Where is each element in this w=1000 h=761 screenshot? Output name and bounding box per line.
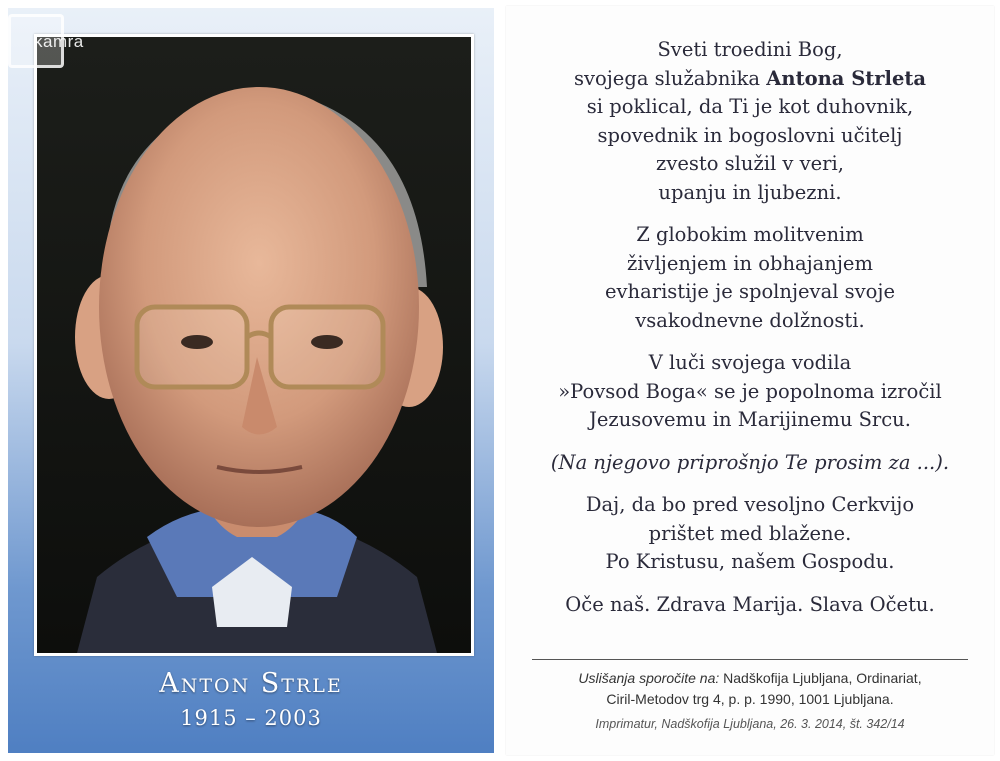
footer-line [506, 668, 994, 689]
footer-info [506, 668, 994, 735]
prayer-line: evharistije je spolnjeval svoje [605, 280, 895, 303]
footer-address-2: Ciril-Metodov trg 4, p. p. 1990, 1001 Ljubljana. [606, 691, 894, 707]
prayer-line: V luči svojega vodila [648, 351, 852, 374]
prayer-line: vsakodnevne dolžnosti. [635, 308, 865, 332]
prayer-line-text: svojega služabnika [573, 66, 767, 90]
life-years: 1915 – 2003 [180, 706, 322, 730]
prayer-name-bold: Antona Strleta [766, 66, 927, 90]
prayer-line [506, 65, 994, 94]
imprimatur: Imprimatur, Nadškofija Ljubljana, 26. 3. 2014, št. 342/14 [595, 717, 905, 731]
watermark-logo [4, 10, 124, 70]
prayer-line: upanju in ljubezni. [658, 180, 842, 204]
prayer-text [506, 36, 994, 633]
prayer-line: si poklical, da Ti je kot duhovnik, [586, 95, 914, 118]
prayer-line: prištet med blažene. [648, 521, 852, 545]
prayer-line: zvesto služil v veri, [656, 152, 844, 175]
prayer-line: Sveti troedini Bog, [657, 38, 843, 61]
prayer-line: Po Kristusu, našem Gospodu. [605, 550, 895, 573]
prayer-line: Z globokim molitvenim [636, 223, 864, 246]
deceased-name: Anton Strle [159, 668, 343, 699]
prayer-closing: Oče naš. Zdrava Marija. Slava Očetu. [565, 592, 935, 616]
prayer-stanza-1 [506, 36, 994, 207]
prayer-card-back [506, 6, 994, 755]
prayer-card-front [8, 8, 494, 753]
prayer-intention: (Na njegovo priprošnjo Te prosim za ...). [550, 450, 950, 474]
prayer-line: spovednik in bogoslovni učitelj [597, 123, 903, 147]
prayer-line: življenjem in obhajanjem [627, 251, 873, 275]
footer-address-1: Nadškofija Ljubljana, Ordinariat, [719, 670, 922, 686]
prayer-line: Daj, da bo pred vesoljno Cerkvijo [585, 493, 915, 516]
footer-label: Uslišanja sporočite na: [578, 670, 720, 686]
portrait-photo [37, 37, 471, 653]
prayer-stanza-2 [506, 221, 994, 335]
prayer-stanza-4 [506, 491, 994, 577]
prayer-stanza-3 [506, 349, 994, 435]
prayer-line: »Povsod Boga« se je popolnoma izročil [558, 379, 942, 403]
footer-divider [532, 659, 968, 660]
portrait-frame [34, 34, 474, 656]
watermark-text: kamra [34, 32, 84, 51]
prayer-line: Jezusovemu in Marijinemu Srcu. [589, 408, 911, 431]
